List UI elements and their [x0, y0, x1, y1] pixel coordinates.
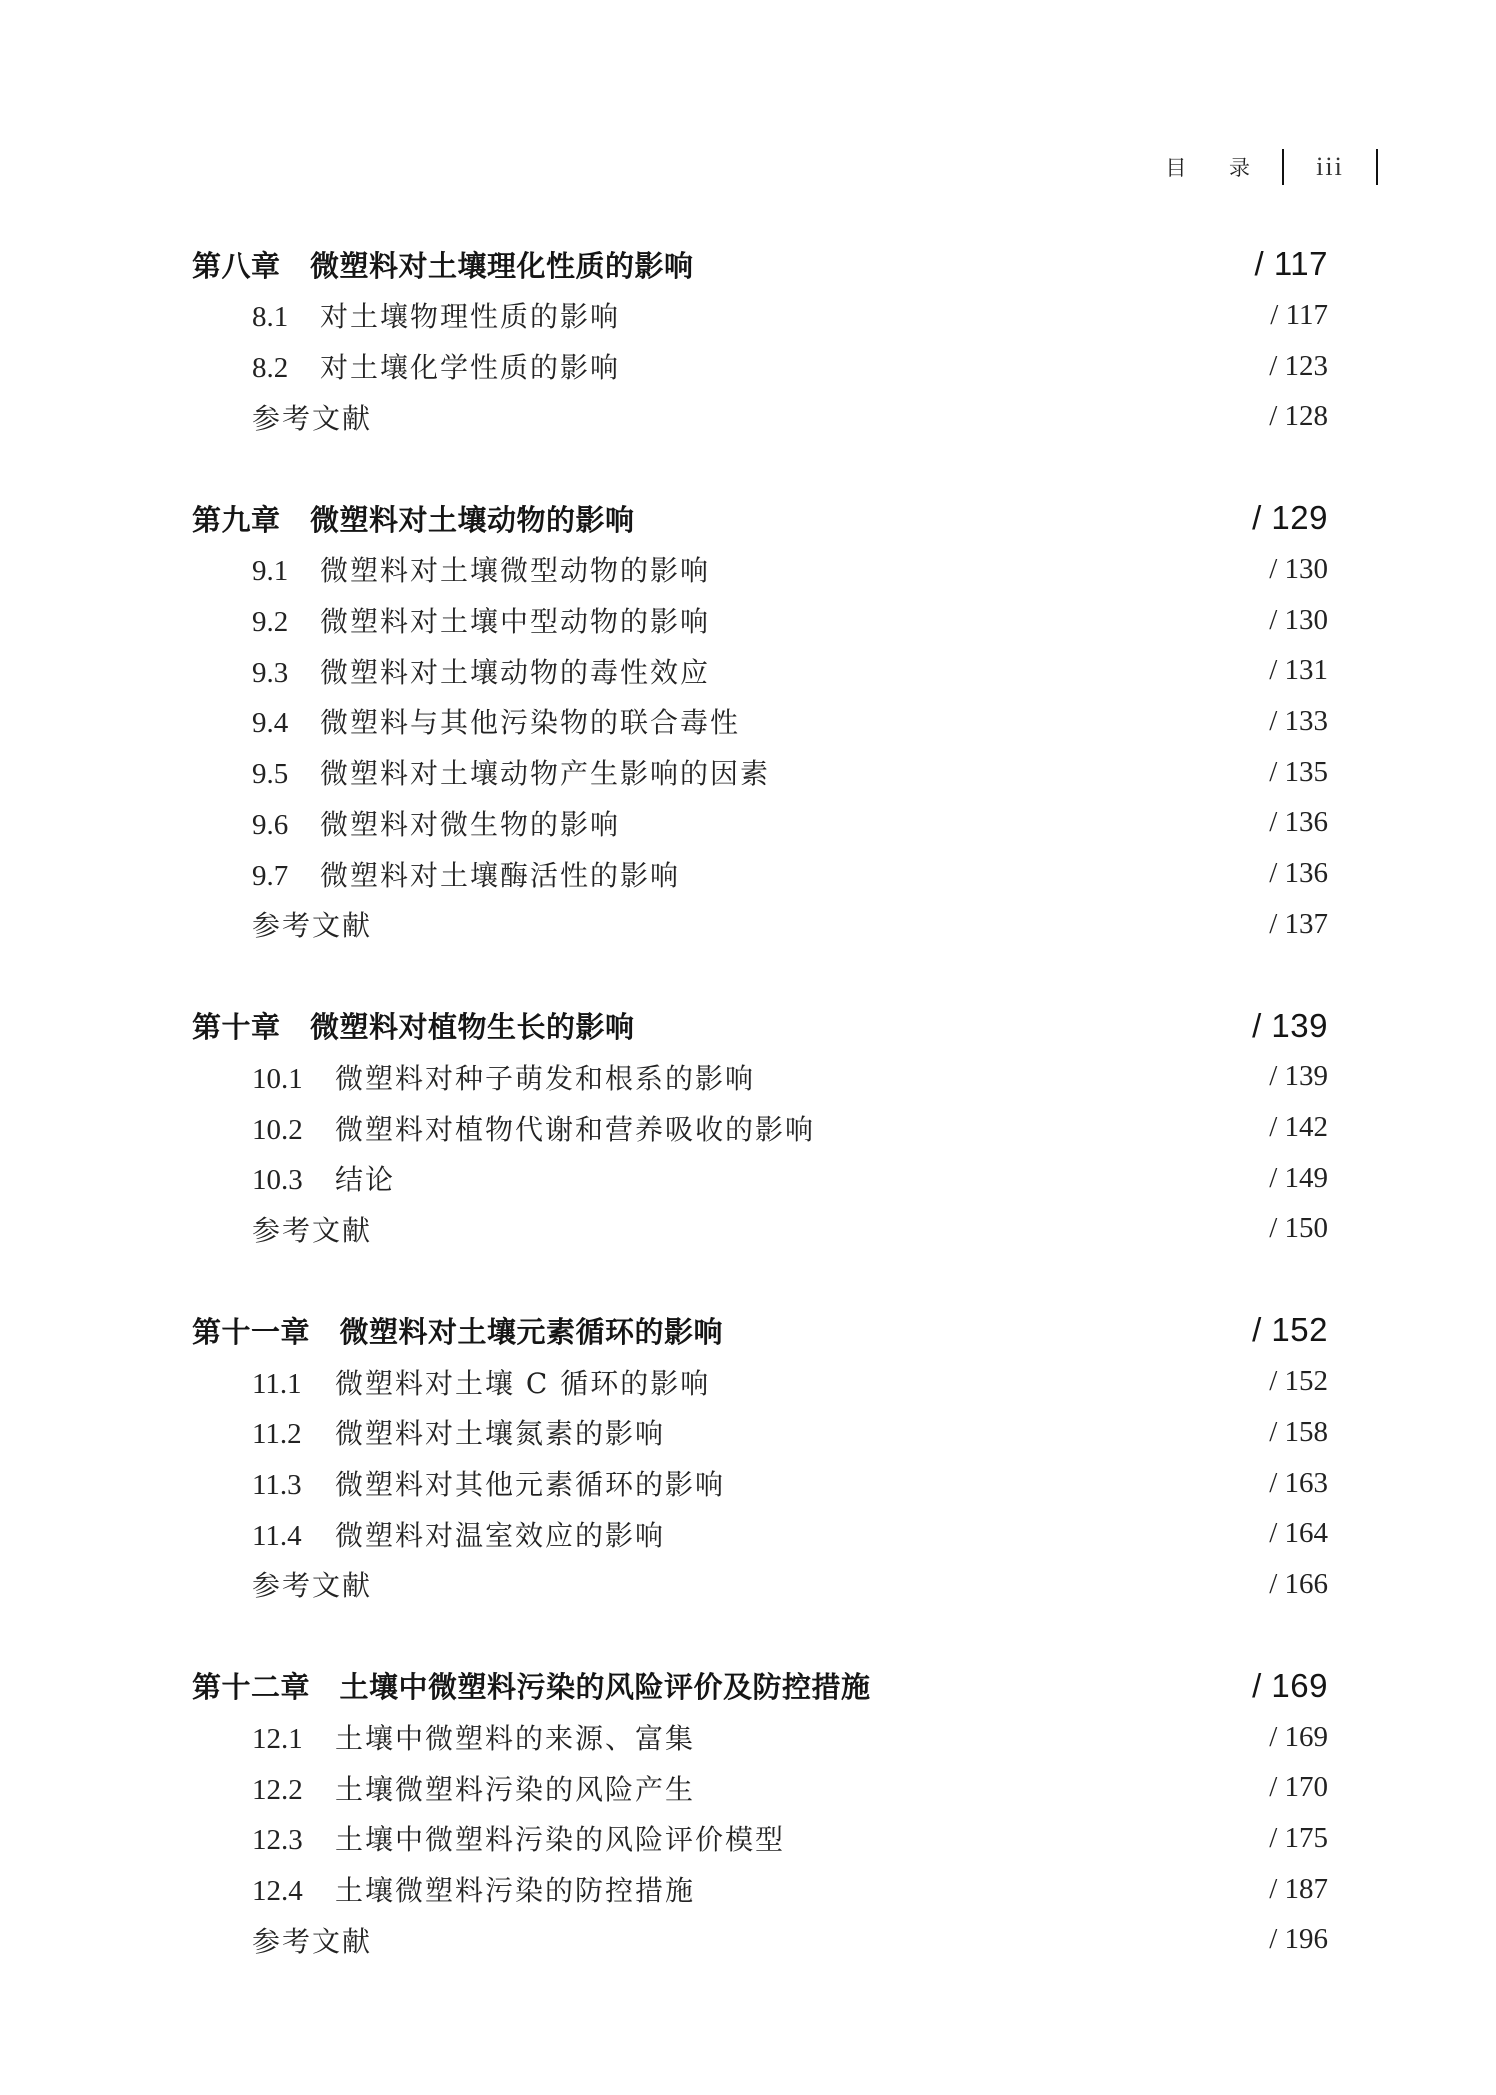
section-number: 9.4 — [252, 707, 289, 740]
references-entry[interactable] — [192, 899, 1328, 950]
section-page-number: / 123 — [1269, 349, 1328, 382]
section-entry[interactable] — [192, 1864, 1328, 1915]
chapter-entry[interactable] — [192, 1000, 1328, 1052]
section-title: 微塑料对土壤中型动物的影响 — [320, 605, 711, 639]
chapter-title: 第十一章 微塑料对土壤元素循环的影响 — [192, 1314, 724, 1349]
section-title: 微塑料对温室效应的影响 — [335, 1518, 666, 1552]
section-label — [192, 1463, 725, 1503]
section-title: 微塑料对土壤 C 循环的影响 — [335, 1366, 711, 1400]
section-title: 微塑料对植物代谢和营养吸收的影响 — [335, 1112, 816, 1146]
references-title: 参考文献 — [252, 401, 373, 435]
section-page-number: / 142 — [1269, 1111, 1328, 1144]
chapter-entry[interactable] — [192, 492, 1328, 544]
section-label — [192, 1768, 695, 1808]
chapter-page-number: / 152 — [1252, 1311, 1328, 1349]
section-label — [192, 549, 710, 589]
section-entry[interactable] — [192, 1052, 1328, 1103]
section-title: 微塑料对其他元素循环的影响 — [335, 1468, 726, 1502]
header-divider-right — [1376, 149, 1378, 185]
section-title: 土壤中微塑料污染的风险评价模型 — [335, 1823, 786, 1857]
section-label — [192, 1920, 372, 1960]
toc-chapter — [192, 1304, 1328, 1609]
toc-chapter — [192, 492, 1328, 950]
section-page-number: / 136 — [1269, 857, 1328, 890]
section-page-number: / 187 — [1269, 1872, 1328, 1905]
section-number: 9.2 — [252, 606, 289, 639]
section-entry[interactable] — [192, 848, 1328, 899]
section-number: 10.1 — [252, 1062, 303, 1095]
section-entry[interactable] — [192, 1458, 1328, 1509]
section-entry[interactable] — [192, 290, 1328, 341]
page-number: iii — [1316, 152, 1344, 181]
section-page-number: / 164 — [1269, 1517, 1328, 1550]
section-title: 微塑料对微生物的影响 — [320, 807, 621, 841]
section-label — [192, 1158, 395, 1198]
section-entry[interactable] — [192, 341, 1328, 392]
section-entry[interactable] — [192, 1407, 1328, 1458]
toc-chapter — [192, 1660, 1328, 1965]
section-entry[interactable] — [192, 1102, 1328, 1153]
section-page-number: / 152 — [1269, 1365, 1328, 1398]
section-label — [192, 295, 620, 335]
section-title: 微塑料对土壤动物产生影响的因素 — [320, 757, 771, 791]
section-label — [192, 397, 372, 437]
section-entry[interactable] — [192, 798, 1328, 849]
section-number: 9.3 — [252, 656, 289, 689]
section-entry[interactable] — [192, 1712, 1328, 1763]
chapter-entry[interactable] — [192, 1660, 1328, 1712]
section-number: 12.2 — [252, 1773, 303, 1806]
section-label — [192, 1412, 665, 1452]
section-number: 8.2 — [252, 352, 289, 385]
section-entry[interactable] — [192, 1356, 1328, 1407]
toc-chapter — [192, 1000, 1328, 1255]
section-page-number: / 133 — [1269, 704, 1328, 737]
section-number: 11.3 — [252, 1469, 302, 1502]
section-page-number: / 130 — [1269, 603, 1328, 636]
section-entry[interactable] — [192, 544, 1328, 595]
section-number: 10.3 — [252, 1164, 303, 1197]
section-entry[interactable] — [192, 1813, 1328, 1864]
section-label — [192, 1362, 710, 1402]
section-entry[interactable] — [192, 1153, 1328, 1204]
chapter-page-number: / 169 — [1252, 1666, 1328, 1704]
section-title: 微塑料对土壤动物的毒性效应 — [320, 655, 711, 689]
section-label — [192, 1108, 815, 1148]
section-page-number: / 196 — [1269, 1923, 1328, 1956]
section-number: 10.2 — [252, 1113, 303, 1146]
section-title: 微塑料对土壤氮素的影响 — [335, 1417, 666, 1451]
section-label — [192, 803, 620, 843]
section-label — [192, 1514, 665, 1554]
section-page-number: / 135 — [1269, 755, 1328, 788]
chapter-title: 第九章 微塑料对土壤动物的影响 — [192, 502, 635, 537]
chapter-entry[interactable] — [192, 238, 1328, 290]
section-title: 结论 — [335, 1163, 396, 1197]
section-page-number: / 139 — [1269, 1060, 1328, 1093]
references-title: 参考文献 — [252, 909, 373, 943]
section-entry[interactable] — [192, 1508, 1328, 1559]
section-label — [192, 600, 710, 640]
section-title: 微塑料对土壤微型动物的影响 — [320, 554, 711, 588]
section-label — [192, 701, 740, 741]
toc-chapter — [192, 238, 1328, 442]
references-title: 参考文献 — [252, 1569, 373, 1603]
section-label — [192, 1564, 372, 1604]
section-title: 对土壤物理性质的影响 — [320, 300, 621, 334]
section-page-number: / 117 — [1270, 298, 1328, 331]
section-page-number: / 166 — [1269, 1567, 1328, 1600]
references-title: 参考文献 — [252, 1213, 373, 1247]
section-entry[interactable] — [192, 747, 1328, 798]
section-number: 9.1 — [252, 555, 289, 588]
section-title: 微塑料对土壤酶活性的影响 — [320, 858, 681, 892]
section-number: 12.3 — [252, 1824, 303, 1857]
section-title: 土壤微塑料污染的风险产生 — [335, 1772, 696, 1806]
section-label — [192, 1057, 755, 1097]
section-label — [192, 854, 680, 894]
section-number: 11.4 — [252, 1519, 302, 1552]
chapter-page-number: / 129 — [1252, 499, 1328, 537]
chapter-title: 第十二章 土壤中微塑料污染的风险评价及防控措施 — [192, 1670, 871, 1705]
chapter-page-number: / 139 — [1252, 1006, 1328, 1044]
references-entry[interactable] — [192, 1559, 1328, 1610]
chapter-title: 第十章 微塑料对植物生长的影响 — [192, 1010, 635, 1045]
section-title: 土壤中微塑料的来源、富集 — [335, 1722, 696, 1756]
section-page-number: / 175 — [1269, 1821, 1328, 1854]
section-label — [192, 1818, 785, 1858]
section-number: 9.5 — [252, 758, 289, 791]
section-label — [192, 1869, 695, 1909]
running-header — [1165, 148, 1378, 186]
section-page-number: / 150 — [1269, 1212, 1328, 1245]
section-number: 12.4 — [252, 1875, 303, 1908]
section-page-number: / 158 — [1269, 1415, 1328, 1448]
section-label — [192, 752, 770, 792]
references-entry[interactable] — [192, 391, 1328, 442]
section-label — [192, 1209, 372, 1249]
section-page-number: / 128 — [1269, 400, 1328, 433]
section-label — [192, 904, 372, 944]
section-number: 8.1 — [252, 301, 289, 334]
section-label — [192, 1717, 695, 1757]
section-page-number: / 131 — [1269, 654, 1328, 687]
references-entry[interactable] — [192, 1915, 1328, 1966]
section-title: 微塑料对种子萌发和根系的影响 — [335, 1061, 756, 1095]
section-number: 11.1 — [252, 1367, 302, 1400]
section-page-number: / 149 — [1269, 1161, 1328, 1194]
section-title: 微塑料与其他污染物的联合毒性 — [320, 706, 741, 740]
chapter-title: 第八章 微塑料对土壤理化性质的影响 — [192, 248, 694, 283]
section-title: 土壤微塑料污染的防控措施 — [335, 1874, 696, 1908]
section-label — [192, 346, 620, 386]
chapter-page-number: / 117 — [1254, 245, 1328, 282]
section-entry[interactable] — [192, 595, 1328, 646]
section-page-number: / 137 — [1269, 907, 1328, 940]
references-entry[interactable] — [192, 1204, 1328, 1255]
table-of-contents — [192, 238, 1328, 2015]
section-number: 12.1 — [252, 1723, 303, 1756]
section-number: 9.7 — [252, 859, 289, 892]
section-entry[interactable] — [192, 645, 1328, 696]
section-title: 对土壤化学性质的影响 — [320, 351, 621, 385]
section-page-number: / 163 — [1269, 1466, 1328, 1499]
section-page-number: / 170 — [1269, 1771, 1328, 1804]
section-label — [192, 651, 710, 691]
chapter-entry[interactable] — [192, 1304, 1328, 1356]
running-header-title: 目 录 — [1165, 156, 1268, 180]
section-page-number: / 136 — [1269, 806, 1328, 839]
section-number: 9.6 — [252, 808, 289, 841]
section-entry[interactable] — [192, 696, 1328, 747]
references-title: 参考文献 — [252, 1924, 373, 1958]
section-entry[interactable] — [192, 1762, 1328, 1813]
section-page-number: / 169 — [1269, 1720, 1328, 1753]
section-page-number: / 130 — [1269, 552, 1328, 585]
section-number: 11.2 — [252, 1418, 302, 1451]
